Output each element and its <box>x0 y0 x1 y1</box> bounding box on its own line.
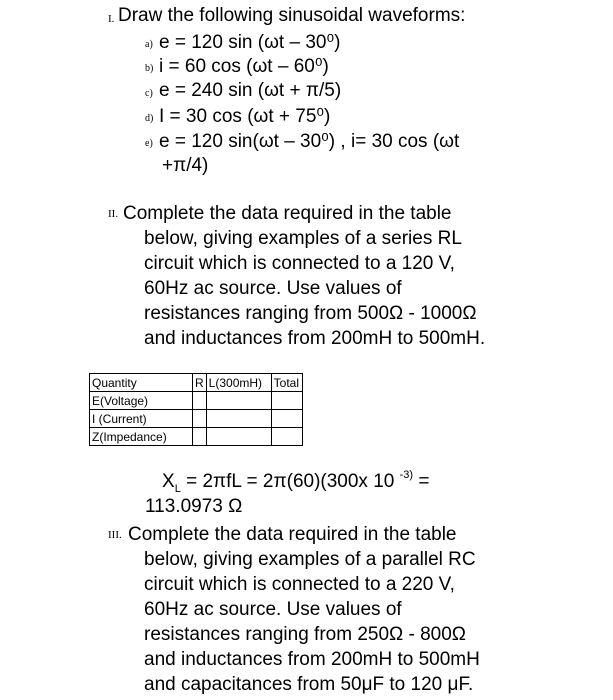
section-2-line-2: below, giving examples of a series RL <box>144 228 462 249</box>
item-a-label: a) <box>145 39 153 50</box>
item-d-equation: I = 30 cos (ωt + 75⁰) <box>159 106 331 127</box>
section-2-line-3: circuit which is connected to a 120 V, <box>144 253 455 274</box>
header-total: Total <box>271 374 302 392</box>
item-b-label: b) <box>145 63 154 74</box>
cell-r-impedance[interactable] <box>193 428 207 446</box>
cell-r-current[interactable] <box>193 410 207 428</box>
item-c-label: c) <box>145 88 153 99</box>
section-3-line-4: 60Hz ac source. Use values of <box>144 599 402 620</box>
section-2-line-4: 60Hz ac source. Use values of <box>144 278 402 299</box>
section-3-line-1: Complete the data required in the table <box>128 524 457 545</box>
cell-l-impedance[interactable] <box>206 428 271 446</box>
item-a-equation: e = 120 sin (ωt – 30⁰) <box>159 32 341 53</box>
item-e-continuation: +π/4) <box>162 155 209 176</box>
section-3-line-5: resistances ranging from 250Ω - 800Ω <box>144 624 467 645</box>
table-row <box>90 392 303 410</box>
cell-l-current[interactable] <box>206 410 271 428</box>
table-row <box>90 428 303 446</box>
formula-exponent: -3) <box>399 469 414 481</box>
section-2-line-6: and inductances from 200mH to 500mH. <box>144 328 486 349</box>
section-3-line-7: and capacitances from 50μF to 120 μF. <box>144 674 474 695</box>
header-r: R <box>193 374 207 392</box>
row-label-impedance: Z(Impedance) <box>90 428 193 446</box>
table-header-row <box>90 374 303 392</box>
section-2-numeral: II. <box>108 208 119 220</box>
formula-tail: = <box>413 471 430 492</box>
table-row <box>90 410 303 428</box>
section-3-line-6: and inductances from 200mH to 500mH <box>144 649 480 670</box>
cell-total-current[interactable] <box>271 410 302 428</box>
cell-l-voltage[interactable] <box>206 392 271 410</box>
item-b-equation: i = 60 cos (ωt – 60⁰) <box>159 56 329 77</box>
row-label-voltage: E(Voltage) <box>90 392 193 410</box>
section-3-line-3: circuit which is connected to a 220 V, <box>144 574 455 595</box>
formula-lhs: X <box>162 471 175 492</box>
section-2-line-5: resistances ranging from 500Ω - 1000Ω <box>144 303 477 324</box>
section-1-numeral: I. <box>108 13 115 25</box>
section-2-line-1: Complete the data required in the table <box>123 203 452 224</box>
reactance-formula <box>162 471 429 495</box>
formula-lhs-subscript: L <box>174 482 181 495</box>
item-c-equation: e = 240 sin (ωt + π/5) <box>159 80 342 101</box>
item-e-equation: e = 120 sin(ωt – 30⁰) , i= 30 cos (ωt <box>159 131 460 152</box>
formula-rhs: = 2πfL = 2π(60)(300x 10 <box>180 471 400 492</box>
item-e-label: e) <box>145 138 153 149</box>
rl-data-table <box>89 373 303 446</box>
header-quantity: Quantity <box>90 374 193 392</box>
cell-total-voltage[interactable] <box>271 392 302 410</box>
section-3-numeral: III. <box>108 529 122 541</box>
cell-total-impedance[interactable] <box>271 428 302 446</box>
header-l: L(300mH) <box>206 374 271 392</box>
section-1-heading: Draw the following sinusoidal waveforms: <box>118 5 466 26</box>
reactance-result: 113.0973 Ω <box>145 496 243 517</box>
section-3-line-2: below, giving examples of a parallel RC <box>144 549 476 570</box>
item-d-label: d) <box>145 113 154 124</box>
cell-r-voltage[interactable] <box>193 392 207 410</box>
row-label-current: I (Current) <box>90 410 193 428</box>
